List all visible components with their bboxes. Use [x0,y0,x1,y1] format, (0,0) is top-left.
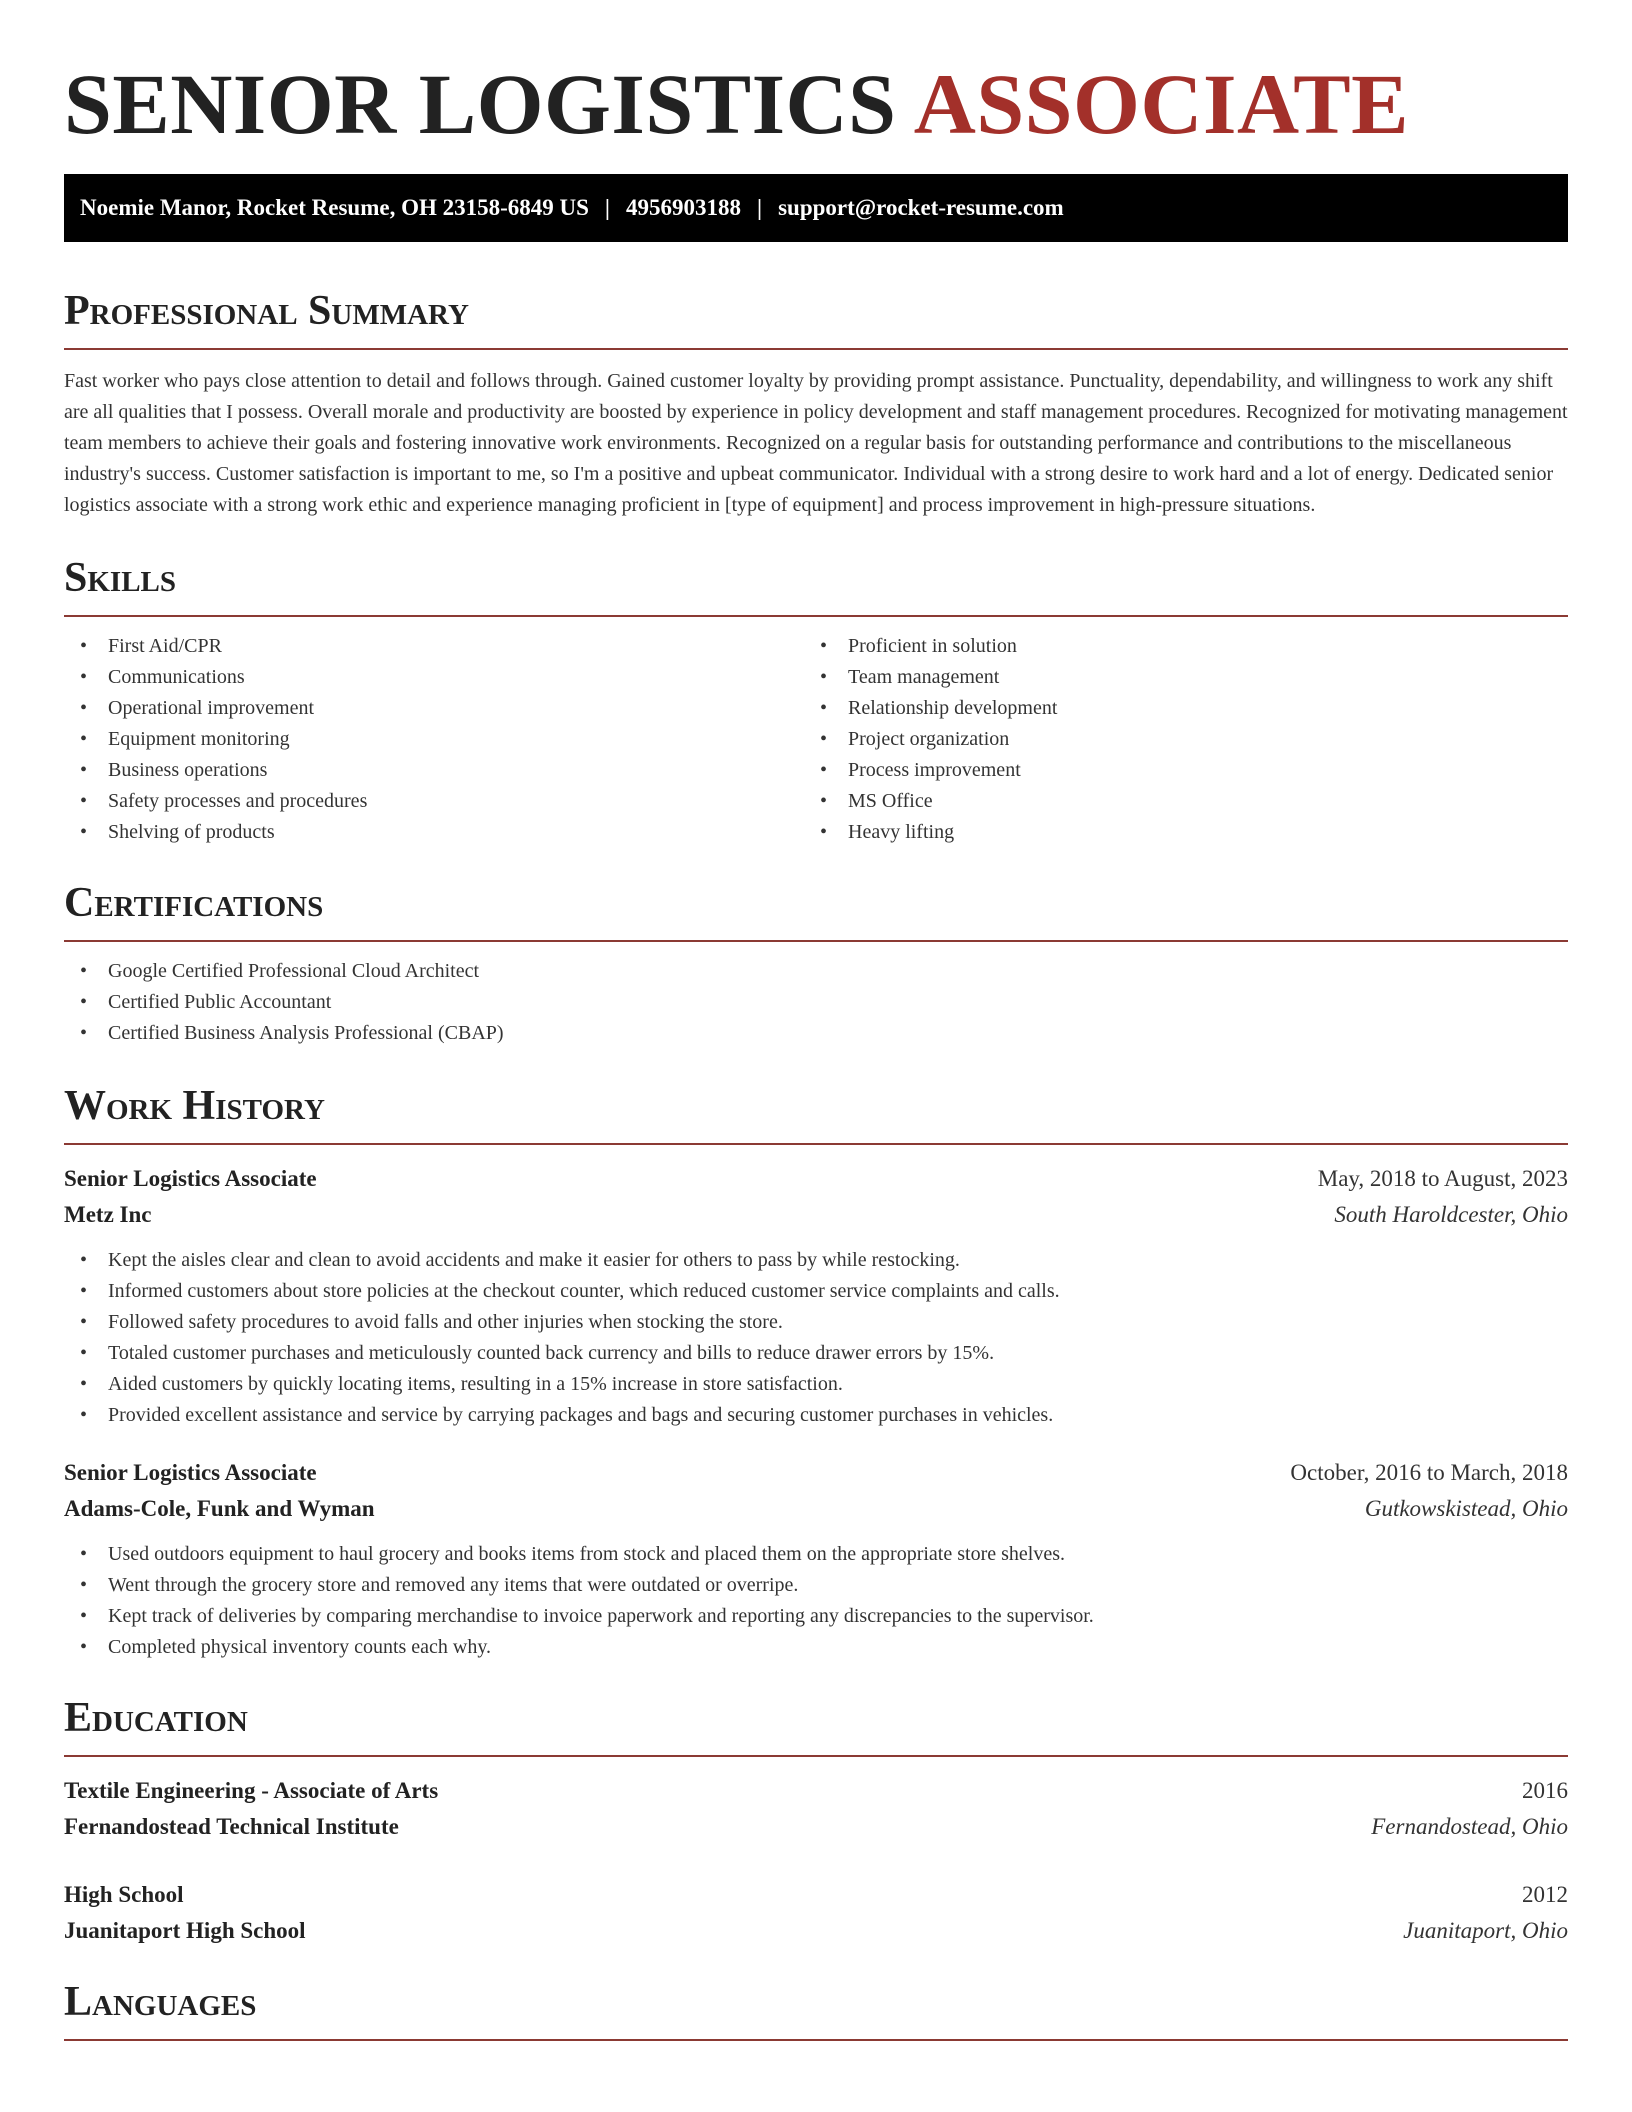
languages-section [64,1977,1568,2041]
skill-item: • Equipment monitoring [64,724,804,755]
education-school-row [64,1809,1568,1845]
skill-item: • Safety processes and procedures [64,786,804,817]
education-school-row [64,1913,1568,1949]
education-year: 2016 [1522,1778,1568,1803]
job-company: Adams-Cole, Funk and Wyman [64,1496,375,1521]
job-bullet: • Went through the grocery store and removed any items that were outdated or overripe. [64,1570,1568,1601]
education-entry [64,1773,1568,1845]
job-bullet: • Used outdoors equipment to haul grocery and books items from stock and placed them on the appropriate store shelves. [64,1539,1568,1570]
education-degree: Textile Engineering - Associate of Arts [64,1778,439,1803]
certifications-section [64,878,1568,1049]
section-heading-languages: Languages [64,1977,1568,2041]
section-heading-summary: Professional Summary [64,286,1568,350]
job-bullet: • Followed safety procedures to avoid falls and other injuries when stocking the store. [64,1307,1568,1338]
skill-item: • Proficient in solution [804,631,1544,662]
job-bullets [64,1539,1568,1663]
certification-item: • Certified Business Analysis Professional (CBAP) [64,1018,1568,1049]
title-main: SENIOR LOGISTICS [64,56,897,152]
job-location: Gutkowskistead, Ohio [1364,1496,1568,1521]
education-school: Fernandostead Technical Institute [64,1814,399,1839]
job-entry [64,1161,1568,1431]
job-location: South Haroldcester, Ohio [1334,1202,1568,1227]
education-degree-row [64,1877,1568,1913]
skills-section [64,553,1568,848]
job-company-row [64,1197,1568,1233]
title-accent: ASSOCIATE [913,56,1409,152]
summary-section [64,286,1568,521]
education-location: Juanitaport, Ohio [1403,1918,1568,1943]
education-degree-row [64,1773,1568,1809]
job-bullet: • Aided customers by quickly locating items, resulting in a 15% increase in store satisfaction. [64,1369,1568,1400]
summary-text: Fast worker who pays close attention to detail and follows through. Gained customer loyalty by providing prompt assistance. Punctuality, dependability, and willingness to work any shift are all qualities that I possess. Overall morale and productivity are boosted by experience in policy development and staff management procedures. Recognized for motivating management team members to achieve their goals and fostering innovative work environments. Recognized on a regular basis for outstanding performance and contributions to the miscellaneous industry's success. Customer satisfaction is important to me, so I'm a positive and upbeat communicator. Individual with a strong desire to work hard and a lot of energy. Dedicated senior logistics associate with a strong work ethic and experience managing proficient in [type of equipment] and process improvement in high-pressure situations. [64,370,1568,516]
job-bullet: • Completed physical inventory counts each why. [64,1632,1568,1663]
job-bullet: • Informed customers about store policies at the checkout counter, which reduced customer service complaints and calls. [64,1276,1568,1307]
job-title-row [64,1455,1568,1491]
job-entry [64,1455,1568,1663]
education-entry [64,1877,1568,1949]
section-heading-work: Work History [64,1081,1568,1145]
certification-item: • Google Certified Professional Cloud Architect [64,956,1568,987]
skill-item: • Project organization [804,724,1544,755]
job-title: Senior Logistics Associate [64,1166,317,1191]
work-history-section [64,1081,1568,1663]
skill-item: • Process improvement [804,755,1544,786]
section-heading-education: Education [64,1693,1568,1757]
certification-item: • Certified Public Accountant [64,987,1568,1018]
section-heading-skills: Skills [64,553,1568,617]
contact-address: Noemie Manor, Rocket Resume, OH 23158-6849 US [80,195,589,220]
contact-bar [64,174,1568,242]
education-section [64,1693,1568,1949]
contact-separator: | [757,195,763,220]
resume-title [64,0,1568,150]
job-bullet: • Provided excellent assistance and service by carrying packages and bags and securing customer purchases in vehicles. [64,1400,1568,1431]
contact-phone: 4956903188 [626,195,741,220]
section-heading-certifications: Certifications [64,878,1568,942]
job-title-row [64,1161,1568,1197]
contact-email: support@rocket-resume.com [778,195,1064,220]
skill-item: • MS Office [804,786,1544,817]
skill-item: • Team management [804,662,1544,693]
education-degree: High School [64,1882,184,1907]
job-bullets [64,1245,1568,1431]
job-bullet: • Totaled customer purchases and meticulously counted back currency and bills to reduce drawer errors by 15%. [64,1338,1568,1369]
skills-columns [64,631,1568,848]
job-title: Senior Logistics Associate [64,1460,317,1485]
education-year: 2012 [1522,1882,1568,1907]
skills-list-right [804,631,1544,848]
skill-item: • Relationship development [804,693,1544,724]
job-company: Metz Inc [64,1202,152,1227]
education-location: Fernandostead, Ohio [1371,1814,1568,1839]
job-dates: October, 2016 to March, 2018 [1290,1460,1568,1485]
job-dates: May, 2018 to August, 2023 [1317,1166,1568,1191]
job-company-row [64,1491,1568,1527]
education-school: Juanitaport High School [64,1918,306,1943]
skill-item: • Communications [64,662,804,693]
skill-item: • Operational improvement [64,693,804,724]
job-bullet: • Kept the aisles clear and clean to avoid accidents and make it easier for others to pass by while restocking. [64,1245,1568,1276]
certifications-list [64,956,1568,1049]
contact-separator: | [604,195,610,220]
job-bullet: • Kept track of deliveries by comparing merchandise to invoice paperwork and reporting any discrepancies to the supervisor. [64,1601,1568,1632]
skill-item: • Heavy lifting [804,817,1544,848]
skill-item: • First Aid/CPR [64,631,804,662]
skill-item: • Business operations [64,755,804,786]
skill-item: • Shelving of products [64,817,804,848]
skills-list-left [64,631,804,848]
